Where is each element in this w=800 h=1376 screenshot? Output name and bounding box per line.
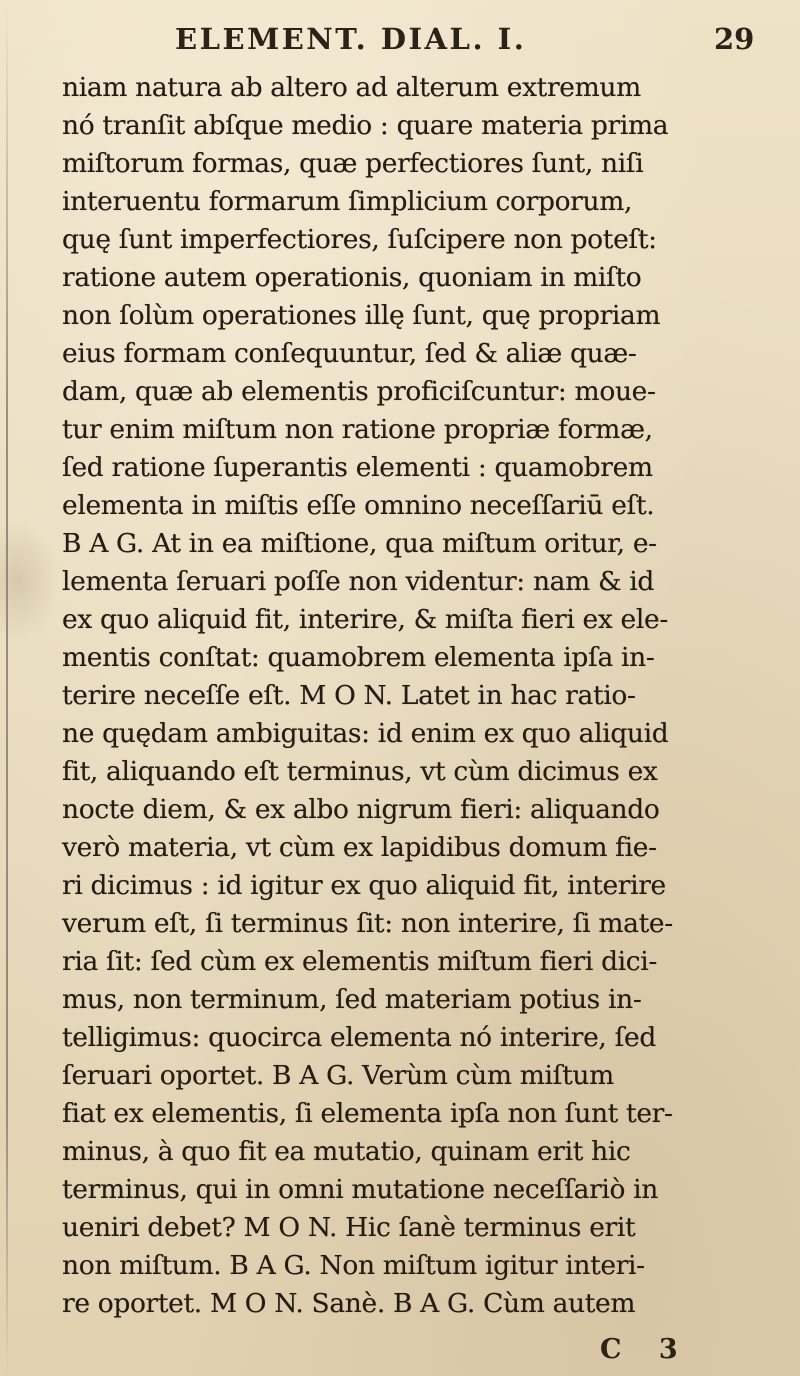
text-line: fit, aliquando eſt terminus, vt cùm dicimus ex — [62, 756, 658, 787]
text-line: interuentu formarum ſimplicium corporum, — [62, 186, 633, 217]
text-line: minus, à quo fit ea mutatio, quinam erit hic — [62, 1136, 631, 1167]
page-edge-rule — [6, 0, 8, 1376]
text-line: ueniri debet? M O N. Hic ſanè terminus erit — [62, 1212, 636, 1243]
text-line: eius formam conſequuntur, ſed & aliæ quæ- — [62, 338, 637, 369]
text-line: nocte diem, & ex albo nigrum fieri: aliquando — [62, 794, 660, 825]
text-line: mus, non terminum, ſed materiam potius in- — [62, 984, 642, 1015]
text-line: verum eſt, ſi terminus ſit: non interire, ſi mate- — [62, 908, 673, 939]
text-line: lementa ſeruari poſſe non videntur: nam & id — [62, 566, 655, 597]
text-line: terminus, qui in omni mutatione neceſſariò in — [62, 1174, 659, 1205]
text-line: ne quędam ambiguitas: id enim ex quo aliquid — [62, 718, 669, 749]
text-line: ratione autem operationis, quoniam in miſto — [62, 262, 642, 293]
text-line: non miſtum. B A G. Non miſtum igitur interi- — [62, 1250, 645, 1281]
text-line: ſeruari oportet. B A G. Verùm cùm miſtum — [62, 1060, 614, 1091]
running-head: ELEMENT. DIAL. I. — [175, 22, 527, 56]
text-line: elementa in miſtis eſſe omnino neceſſariū eſt. — [62, 490, 655, 521]
text-line: quę ſunt imperfectiores, ſuſcipere non poteſt: — [62, 224, 657, 255]
text-line: B A G. At in ea miſtione, qua miſtum oritur, e- — [62, 528, 657, 559]
text-line: dam, quæ ab elementis proficiſcuntur: moue- — [62, 376, 656, 407]
text-line: tur enim miſtum non ratione propriæ formæ, — [62, 414, 653, 445]
text-line: ri dicimus : id igitur ex quo aliquid fit, interire — [62, 870, 666, 901]
signature-mark: C 3 — [600, 1334, 692, 1365]
text-line: ex quo aliquid fit, interire, & miſta fieri ex ele- — [62, 604, 668, 635]
text-line: niam natura ab altero ad alterum extremum — [62, 72, 641, 103]
text-line: non ſolùm operationes illę ſunt, quę propriam — [62, 300, 661, 331]
paper-stain — [0, 520, 60, 640]
text-line: fiat ex elementis, ſi elementa ipſa non ſunt ter- — [62, 1098, 673, 1129]
text-line: mentis conſtat: quamobrem elementa ipſa in- — [62, 642, 655, 673]
text-line: ria ſit: ſed cùm ex elementis miſtum fieri dici- — [62, 946, 658, 977]
text-line: nó tranſit abſque medio : quare materia prima — [62, 110, 669, 141]
text-line: miſtorum formas, quæ perfectiores ſunt, niſi — [62, 148, 644, 179]
text-line: telligimus: quocirca elementa nó interire, ſed — [62, 1022, 656, 1053]
text-line: verò materia, vt cùm ex lapidibus domum fie- — [62, 832, 657, 863]
text-line: ſed ratione ſuperantis elementi : quamobrem — [62, 452, 653, 483]
text-line: terire neceſſe eſt. M O N. Latet in hac ratio- — [62, 680, 636, 711]
text-line: re oportet. M O N. Sanè. B A G. Cùm autem — [62, 1288, 636, 1319]
page-number: 29 — [714, 22, 755, 56]
